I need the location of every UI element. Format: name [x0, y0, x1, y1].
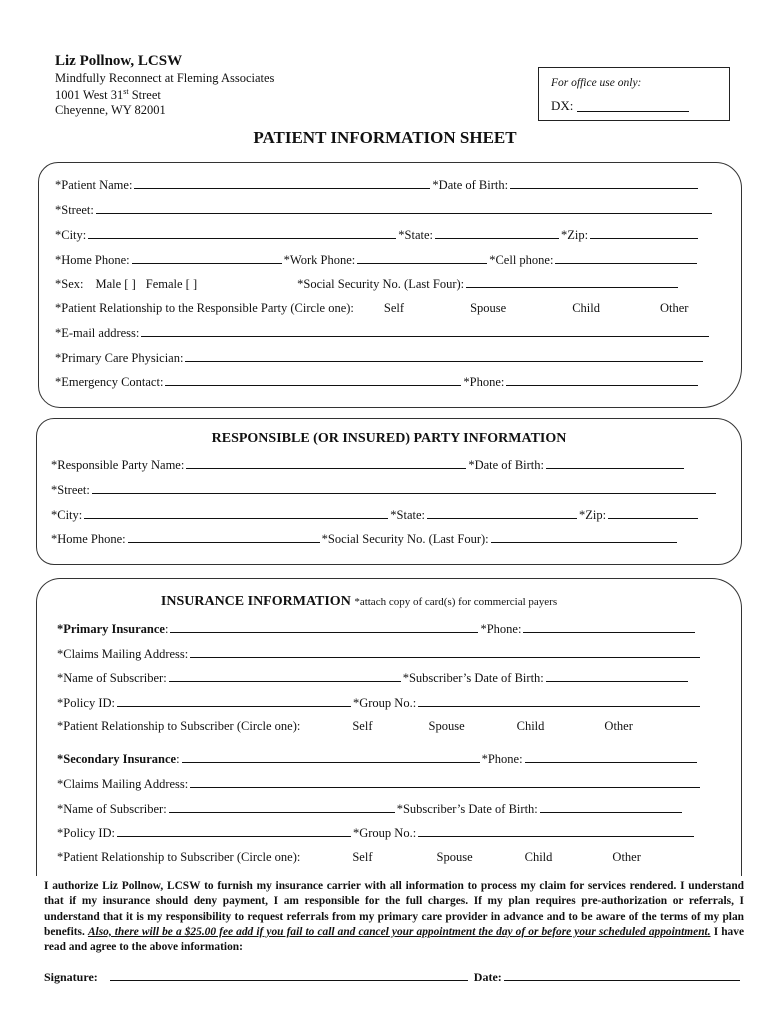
responsible-street-row[interactable]: *Street: — [51, 482, 718, 498]
page-title: PATIENT INFORMATION SHEET — [253, 128, 517, 147]
office-use-label: For office use only: — [551, 77, 642, 89]
patient-email-row[interactable]: *E-mail address: — [55, 325, 711, 341]
primary-insurance-row[interactable]: *Primary Insurance : *Phone: — [57, 621, 697, 637]
male-checkbox[interactable]: Male [ ] — [95, 277, 136, 291]
secondary-rel-self-option[interactable]: Self — [352, 850, 373, 864]
insurance-title: INSURANCE INFORMATION *attach copy of card(s) for commercial payers — [160, 594, 558, 609]
secondary-rel-spouse-option[interactable]: Spouse — [436, 850, 473, 864]
primary-policy-row[interactable]: *Policy ID: *Group No.: — [57, 695, 702, 711]
responsible-city-row[interactable]: *City: *State: *Zip: — [51, 507, 700, 523]
secondary-subscriber-row[interactable]: *Name of Subscriber: *Subscriber’s Date of Birth: — [57, 801, 684, 817]
responsible-title: RESPONSIBLE (OR INSURED) PARTY INFORMATION — [211, 431, 567, 446]
signature-field[interactable] — [110, 969, 468, 981]
secondary-rel-other-option[interactable]: Other — [612, 850, 641, 864]
primary-subscriber-row[interactable]: *Name of Subscriber: *Subscriber’s Date of Birth: — [57, 670, 690, 686]
provider-name: Liz Pollnow, LCSW — [55, 53, 183, 69]
primary-rel-other-option[interactable]: Other — [604, 719, 633, 733]
fee-notice: Also, there will be a $25.00 fee add if you fail to call and cancel your appointment the day of or before your scheduled appointment — [87, 925, 708, 938]
secondary-claims-row[interactable]: *Claims Mailing Address: — [57, 776, 702, 792]
primary-rel-child-option[interactable]: Child — [516, 719, 545, 733]
female-checkbox[interactable]: Female [ ] — [145, 277, 198, 291]
date-field[interactable] — [504, 969, 740, 981]
primary-relationship-row[interactable]: *Patient Relationship to Subscriber (Circle one): Self Spouse Child Other — [57, 719, 633, 733]
patient-street-row[interactable]: *Street: — [55, 202, 714, 218]
rel-child-option[interactable]: Child — [572, 301, 600, 315]
patient-city-row[interactable]: *City: *State: *Zip: — [55, 227, 700, 243]
patient-emergency-row[interactable]: *Emergency Contact: *Phone: — [55, 374, 700, 390]
responsible-phone-row[interactable]: *Home Phone: *Social Security No. (Last Four): — [51, 531, 679, 547]
insurance-section — [36, 578, 742, 876]
date-label: Date: — [473, 970, 502, 984]
secondary-policy-row[interactable]: *Policy ID: *Group No.: — [57, 825, 696, 841]
primary-claims-row[interactable]: *Claims Mailing Address: — [57, 646, 702, 662]
secondary-relationship-row[interactable]: *Patient Relationship to Subscriber (Circle one): Self Spouse Child Other — [57, 850, 641, 864]
practice-city: Cheyenne, WY 82001 — [55, 103, 166, 117]
rel-spouse-option[interactable]: Spouse — [470, 301, 507, 315]
authorization-text: I authorize Liz Pollnow, LCSW to furnish my insurance carrier with all information to process my claim for services rendered. I understand that if my insurance should deny payment, I am responsible for the full charges. If my plan requires pre-authorization or referrals, I understand that it is my responsibility to request referrals from my primary care provider in advance and to be aware of the terms of my plan benefits. Also, there will be a $25.00 fee add if you fail to call and cancel your appointment the day of or before your scheduled appointment. I have read and agree to the above information: — [44, 880, 744, 954]
patient-relationship-row[interactable]: *Patient Relationship to the Responsible Party (Circle one): Self Spouse Child Other — [55, 301, 689, 315]
patient-phone-row[interactable]: *Home Phone: *Work Phone: *Cell phone: — [55, 252, 699, 268]
patient-pcp-row[interactable]: *Primary Care Physician: — [55, 350, 705, 366]
practice-street: 1001 West 31st Street — [55, 87, 161, 103]
practice-name: Mindfully Reconnect at Fleming Associates — [55, 71, 275, 85]
responsible-name-row[interactable]: *Responsible Party Name: *Date of Birth: — [51, 457, 686, 473]
office-use-box — [538, 67, 730, 121]
patient-section — [38, 162, 742, 408]
patient-name-row[interactable]: *Patient Name: *Date of Birth: — [55, 177, 700, 193]
secondary-insurance-row[interactable]: *Secondary Insurance : *Phone: — [57, 751, 699, 767]
primary-rel-spouse-option[interactable]: Spouse — [428, 719, 465, 733]
signature-label: Signature: — [44, 970, 98, 984]
secondary-rel-child-option[interactable]: Child — [524, 850, 553, 864]
rel-self-option[interactable]: Self — [383, 301, 405, 315]
responsible-party-section — [36, 418, 742, 565]
primary-rel-self-option[interactable]: Self — [352, 719, 373, 733]
signature-row[interactable] — [44, 969, 742, 985]
patient-sex-row[interactable]: *Sex: Male [ ] Female [ ] *Social Security No. (Last Four): — [55, 276, 680, 292]
dx-field[interactable]: DX: — [551, 98, 689, 114]
rel-other-option[interactable]: Other — [659, 301, 689, 315]
